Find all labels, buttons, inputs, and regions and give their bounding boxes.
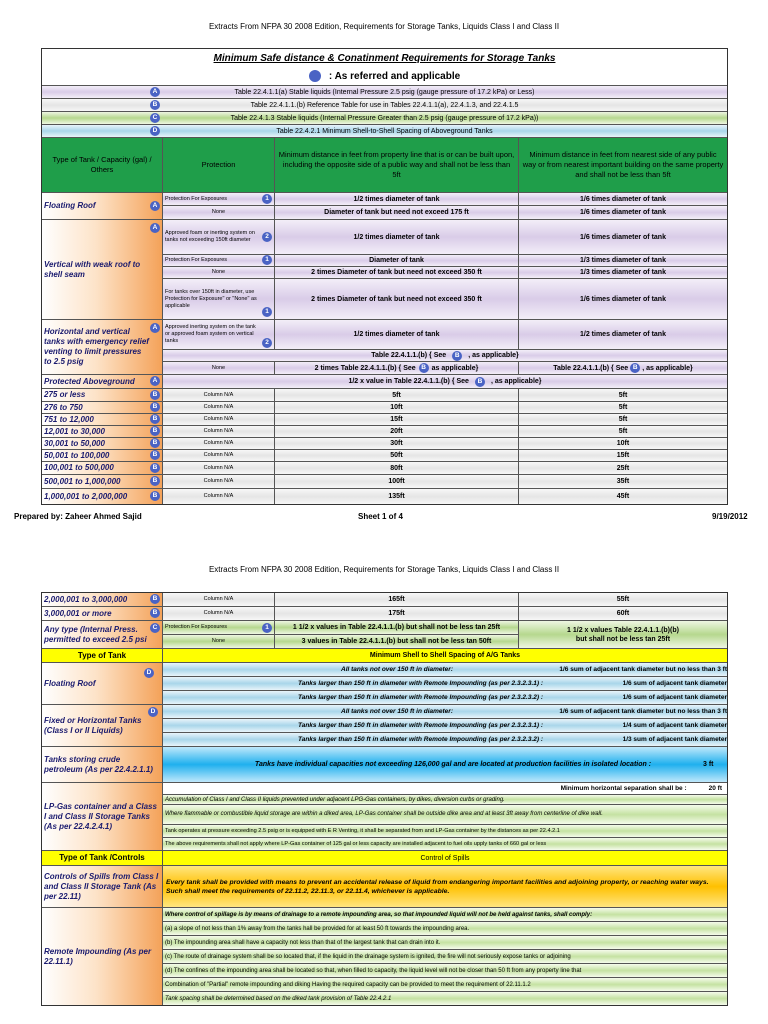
page1-header: Extracts From NFPA 30 2008 Edition, Requirements for Storage Tanks, Liquids Class I and Class II — [208, 22, 560, 31]
distance-cell: 5ft — [519, 401, 727, 413]
distance-cell: 175ft — [275, 606, 519, 620]
ref-text: Table 22.4.1.1.(b) Reference Table for use in Tables 22.4.1.1(a), 22.4.1.3, and 22.4.1.5 — [250, 101, 519, 109]
lpg-separation-row: Minimum horizontal separation shall be : 20 ft — [163, 782, 727, 794]
distance-cell: 50ft — [275, 449, 519, 461]
badge-b-icon: B — [419, 363, 429, 373]
badge-b-icon: B — [150, 100, 160, 110]
page2-table — [41, 592, 728, 1006]
col-header-type: Type of Tank / Capacity (gal) / Others — [42, 137, 163, 192]
ref-text: Table 22.4.2.1 Minimum Shell-to-Shell Spacing of Aboveground Tanks — [276, 127, 493, 135]
controls-text: Every tank shall be provided with means to prevent an accidental release of liquid from endangering important facilities and adjoining property, or reaching water ways. Such shall meet the requirements of 22.11.2, 22.11.3, or 22.11.4, whichever is applicable. — [163, 865, 727, 907]
badge-b-icon: B — [150, 414, 160, 424]
badge-1-icon: 1 — [262, 307, 272, 317]
row-label-lpg: LP-Gas container and a Class I and Class II Storage Tanks (As per 22.4.2.4.1) — [42, 782, 163, 850]
col-header-property-line: Minimum distance in feet from property line that is or can be built upon, including the opposite side of a public way and shall not be less than 5ft — [275, 137, 519, 192]
distance-cell: 10ft — [519, 437, 727, 449]
row-label-vertical-weak-roof: Vertical with weak roof to shell seam A — [42, 219, 163, 319]
distance-cell: 3 values in Table 22.4.1.1.(b) but shall not be less tan 50ft — [275, 634, 519, 648]
badge-b-icon: B — [150, 438, 160, 448]
distance-cell: 1/6 times diameter of tank — [519, 192, 727, 205]
protection-cell: Approved foam or inerting system on tanks not exceeding 150ft diameter 2 — [163, 219, 275, 254]
distance-cell: 1 1/2 x values in Table 22.4.1.1.(b) but shall not be less tan 25ft — [275, 620, 519, 634]
capacity-row-label: 100,001 to 500,000 B — [42, 461, 163, 474]
controls-header-type: Type of Tank /Controls — [42, 850, 163, 865]
distance-span-cell: 1/2 x value in Table 22.4.1.1.(b) { See B , as applicable} — [163, 374, 727, 388]
distance-cell: 100ft — [275, 474, 519, 488]
page1-table — [41, 48, 728, 505]
col-header-public-way: Minimum distance in feet from nearest side of any public way or from nearest important building on the same property and shall not be less than 5ft — [519, 137, 727, 192]
row-label-fixed-horizontal: Fixed or Horizontal Tanks (Class I or II Liquids) D — [42, 704, 163, 746]
distance-cell: 1/3 times diameter of tank — [519, 254, 727, 266]
controls-header-title: Control of Spills — [163, 850, 727, 865]
lpg-note-row: Tank operates at pressure exceeding 2.5 psig or is equipped with E R Venting, it shall be separated from and LP-Gas container by the distances as per 22.4.2.1 — [163, 824, 727, 837]
badge-b-icon: B — [630, 363, 640, 373]
badge-b-icon: B — [150, 463, 160, 473]
distance-cell: 15ft — [519, 449, 727, 461]
protection-cell: None — [163, 205, 275, 219]
protection-cell: Column N/A — [163, 437, 275, 449]
row-label-any-type: Any type (Internal Press. permitted to exceed 2.5 psi C — [42, 620, 163, 648]
protection-cell: Column N/A — [163, 401, 275, 413]
badge-b-icon: B — [475, 377, 485, 387]
remote-line: (b) The impounding area shall have a capacity not less than that of the largest tank that can drain into it. — [163, 935, 727, 949]
protection-cell: Protection For Exposures 1 — [163, 254, 275, 266]
distance-cell: 10ft — [275, 401, 519, 413]
distance-cell: 135ft — [275, 488, 519, 504]
lpg-note-row: The above requirements shall not apply where LP-Gas container of 125 gal or less capacity are installed adjacent to fuel oils upply tanks of 660 gal or less — [163, 837, 727, 850]
page1-title: Minimum Safe distance & Conatinment Requirements for Storage Tanks — [213, 52, 556, 64]
protection-cell: Protection For Exposures 1 — [163, 192, 275, 205]
badge-2-icon: 2 — [262, 338, 272, 348]
distance-cell: 45ft — [519, 488, 727, 504]
legend-text: : As referred and applicable — [328, 70, 461, 82]
badge-b-icon: B — [452, 351, 462, 361]
distance-cell: 20ft — [275, 425, 519, 437]
protection-cell: Column N/A — [163, 474, 275, 488]
protection-cell: Column N/A — [163, 449, 275, 461]
distance-cell: 15ft — [275, 413, 519, 425]
capacity-row-label: 751 to 12,000 B — [42, 413, 163, 425]
distance-cell: Table 22.4.1.1.(b) { See B , as applicable} — [519, 361, 727, 374]
distance-cell: 1/3 times diameter of tank — [519, 266, 727, 278]
distance-cell: 35ft — [519, 474, 727, 488]
distance-cell: 55ft — [519, 593, 727, 606]
distance-cell: 165ft — [275, 593, 519, 606]
spacing-row: Tanks larger than 150 ft in diameter with Remote Impounding (as per 2.3.2.3.2) : 1/6 sum of adjacent tank diameter — [163, 690, 727, 704]
badge-a-icon: A — [150, 87, 160, 97]
badge-a-icon: A — [150, 201, 160, 211]
spacing-header-type: Type of Tank — [42, 648, 163, 662]
distance-cell: 5ft — [519, 388, 727, 401]
row-label-remote-impounding: Remote Impounding (As per 22.11.1) — [42, 907, 163, 1005]
spacing-row: Tanks larger than 150 ft in diameter with Remote Impounding (as per 2.3.2.3.1) : 1/6 sum of adjacent tank diameter — [163, 676, 727, 690]
distance-cell: 1/6 times diameter of tank — [519, 219, 727, 254]
ref-text: Table 22.4.1.3 Stable liquids (Internal Pressure Greater than 2.5 psig (gauge pressure of 17.2 kPa)) — [230, 114, 539, 122]
protection-cell: Approved inerting system on the tank or approved foam system on vertical tanks 2 — [163, 319, 275, 349]
distance-cell: 1/6 times diameter of tank — [519, 205, 727, 219]
remote-line: (a) a slope of not less than 1% away from the tanks hall be provided for at least 50 ft towards the impounding area. — [163, 921, 727, 935]
distance-cell: 2 times Diameter of tank but need not exceed 350 ft — [275, 266, 519, 278]
capacity-row-label: 50,001 to 100,000 B — [42, 449, 163, 461]
badge-a-icon: A — [150, 376, 160, 386]
distance-cell: 5ft — [275, 388, 519, 401]
badge-d-icon: D — [150, 126, 160, 136]
badge-1-icon: 1 — [262, 623, 272, 633]
distance-cell: 1/2 times diameter of tank — [519, 319, 727, 349]
ref-row-d — [42, 124, 727, 137]
ref-row-c — [42, 111, 727, 124]
badge-a-icon: A — [150, 223, 160, 233]
legend-row — [42, 67, 727, 85]
badge-b-icon: B — [150, 491, 160, 501]
spacing-row: All tanks not over 150 ft in diameter: 1/6 sum of adjacent tank diameter but no less than 3 ft — [163, 662, 727, 676]
distance-cell: 2 times Table 22.4.1.1.(b) { See B as applicable} — [275, 361, 519, 374]
capacity-row-label: 12,001 to 30,000 B — [42, 425, 163, 437]
distance-cell: 80ft — [275, 461, 519, 474]
footer-date: 9/19/2012 — [712, 512, 748, 521]
remote-line: Combination of "Partial" remote impounding and diking Having the required capacity can be provided to meet the requirement of 22.11.1.2 — [163, 977, 727, 991]
spacing-header-title: Minimum Shell to Shell Spacing of A/G Tanks — [163, 648, 727, 662]
badge-c-icon: C — [150, 623, 160, 633]
page2-header: Extracts From NFPA 30 2008 Edition, Requirements for Storage Tanks, Liquids Class I and Class II — [208, 565, 560, 574]
spacing-row: Tanks larger than 150 ft in diameter with Remote Impounding (as per 2.3.2.3.2) : 1/3 sum of adjacent tank diameter — [163, 732, 727, 746]
distance-cell: 25ft — [519, 461, 727, 474]
capacity-row-label: 3,000,001 or more B — [42, 606, 163, 620]
distance-cell: 1/6 times diameter of tank — [519, 278, 727, 319]
row-label-protected-aboveground: Protected Aboveground A — [42, 374, 163, 388]
footer-prepared-by: Prepared by: Zaheer Ahmed Sajid — [14, 512, 142, 521]
badge-b-icon: B — [150, 450, 160, 460]
row-label-floating-roof: Floating Roof A — [42, 192, 163, 219]
ref-row-b — [42, 98, 727, 111]
distance-cell: 30ft — [275, 437, 519, 449]
distance-cell: 1/2 times diameter of tank — [275, 192, 519, 205]
lpg-note-row: Where flammable or combustible liquid storage are within a diked area, LP-Gas container shall be outside dike area and at least 3ft away from centerline of dike wall. — [163, 804, 727, 824]
capacity-row-label: 30,001 to 50,000 B — [42, 437, 163, 449]
protection-cell: Protection For Exposures 1 — [163, 620, 275, 634]
distance-cell: Diameter of tank — [275, 254, 519, 266]
capacity-row-label: 500,001 to 1,000,000 B — [42, 474, 163, 488]
footer-sheet: Sheet 1 of 4 — [358, 512, 403, 521]
badge-1-icon: 1 — [262, 255, 272, 265]
badge-d-icon: D — [144, 668, 154, 678]
protection-cell: Column N/A — [163, 593, 275, 606]
protection-cell: Column N/A — [163, 413, 275, 425]
badge-b-icon: B — [150, 476, 160, 486]
protection-cell: None — [163, 266, 275, 278]
badge-b-icon: B — [150, 594, 160, 604]
capacity-row-label: 2,000,001 to 3,000,000 B — [42, 593, 163, 606]
protection-cell: Column N/A — [163, 461, 275, 474]
row-label-floating-roof: Floating Roof D — [42, 662, 163, 704]
badge-2-icon: 2 — [262, 232, 272, 242]
lpg-note-row: Accumulation of Class I and Class II liquids prevented under adjacent LPG-Gas containers, by dikes, diversion curbs or grading. — [163, 794, 727, 804]
capacity-row-label: 275 or less B — [42, 388, 163, 401]
row-label-controls-of-spills: Controls of Spills from Class I and Class II Storage Tank (As per 22.11) — [42, 865, 163, 907]
badge-1-icon: 1 — [262, 194, 272, 204]
protection-cell: Column N/A — [163, 488, 275, 504]
badge-c-icon: C — [150, 113, 160, 123]
badge-b-icon: B — [150, 402, 160, 412]
distance-cell: 1 1/2 x values Table 22.4.1.1.(b)(b) but shall not be less tan 25ft — [519, 620, 727, 648]
distance-span-cell: Table 22.4.1.1.(b) { See B , as applicable} — [163, 349, 727, 361]
legend-circle-icon — [309, 70, 321, 82]
remote-line: (d) The confines of the impounding area shall be located so that, when filled to capacity, the liquid level will not be closer than 50 ft from any property line that — [163, 963, 727, 977]
spacing-row: All tanks not over 150 ft in diameter: 1/6 sum of adjacent tank diameter but no less than 3 ft — [163, 704, 727, 718]
spacing-row: Tanks larger than 150 ft in diameter with Remote Impounding (as per 2.3.2.3.1) : 1/4 sum of adjacent tank diameter — [163, 718, 727, 732]
badge-b-icon: B — [150, 426, 160, 436]
row-label-crude-petroleum: Tanks storing crude petroleum (As per 22.4.2.1.1) — [42, 746, 163, 782]
remote-line: Where control of spillage is by means of drainage to a remote impounding area, so that impounded liquid will not be held against tanks, shall comply: — [163, 907, 727, 921]
distance-cell: 2 times Diameter of tank but need not exceed 350 ft — [275, 278, 519, 319]
badge-a-icon: A — [150, 323, 160, 333]
col-header-protection: Protection — [163, 137, 275, 192]
capacity-row-label: 276 to 750 B — [42, 401, 163, 413]
remote-line: Tank spacing shall be determined based on the diked tank provision of Table 22.4.2.1 — [163, 991, 727, 1005]
badge-d-icon: D — [148, 707, 158, 717]
protection-cell: None — [163, 634, 275, 648]
ref-text: Table 22.4.1.1(a) Stable liquids (Internal Pressure 2.5 psig (gauge pressure of 17.2 kPa) or Less) — [234, 88, 535, 96]
row-label-horizontal-vertical: Horizontal and vertical tanks with emergency relief venting to limit pressures to 2.5 psig A — [42, 319, 163, 374]
protection-cell: None — [163, 361, 275, 374]
distance-cell: 5ft — [519, 413, 727, 425]
distance-cell: Diameter of tank but need not exceed 175 ft — [275, 205, 519, 219]
distance-cell: 5ft — [519, 425, 727, 437]
distance-cell: 1/2 times diameter of tank — [275, 319, 519, 349]
badge-b-icon: B — [150, 390, 160, 400]
distance-cell: 1/2 times diameter of tank — [275, 219, 519, 254]
crude-row: Tanks have individual capacities not exceeding 126,000 gal and are located at production facilities in isolated location : 3 ft — [163, 746, 727, 782]
ref-row-a — [42, 85, 727, 98]
protection-cell: Column N/A — [163, 425, 275, 437]
protection-cell: Column N/A — [163, 388, 275, 401]
capacity-row-label: 1,000,001 to 2,000,000 B — [42, 488, 163, 504]
protection-cell: Column N/A — [163, 606, 275, 620]
badge-b-icon: B — [150, 608, 160, 618]
remote-line: (c) The route of drainage system shall be so located that, if the liquid in the drainage system is ignited, the fire will not seriously expose tanks or adjoining — [163, 949, 727, 963]
distance-cell: 60ft — [519, 606, 727, 620]
protection-cell: For tanks over 150ft in diameter, use Protection for Exposure" or "None" as applicable 1 — [163, 278, 275, 319]
